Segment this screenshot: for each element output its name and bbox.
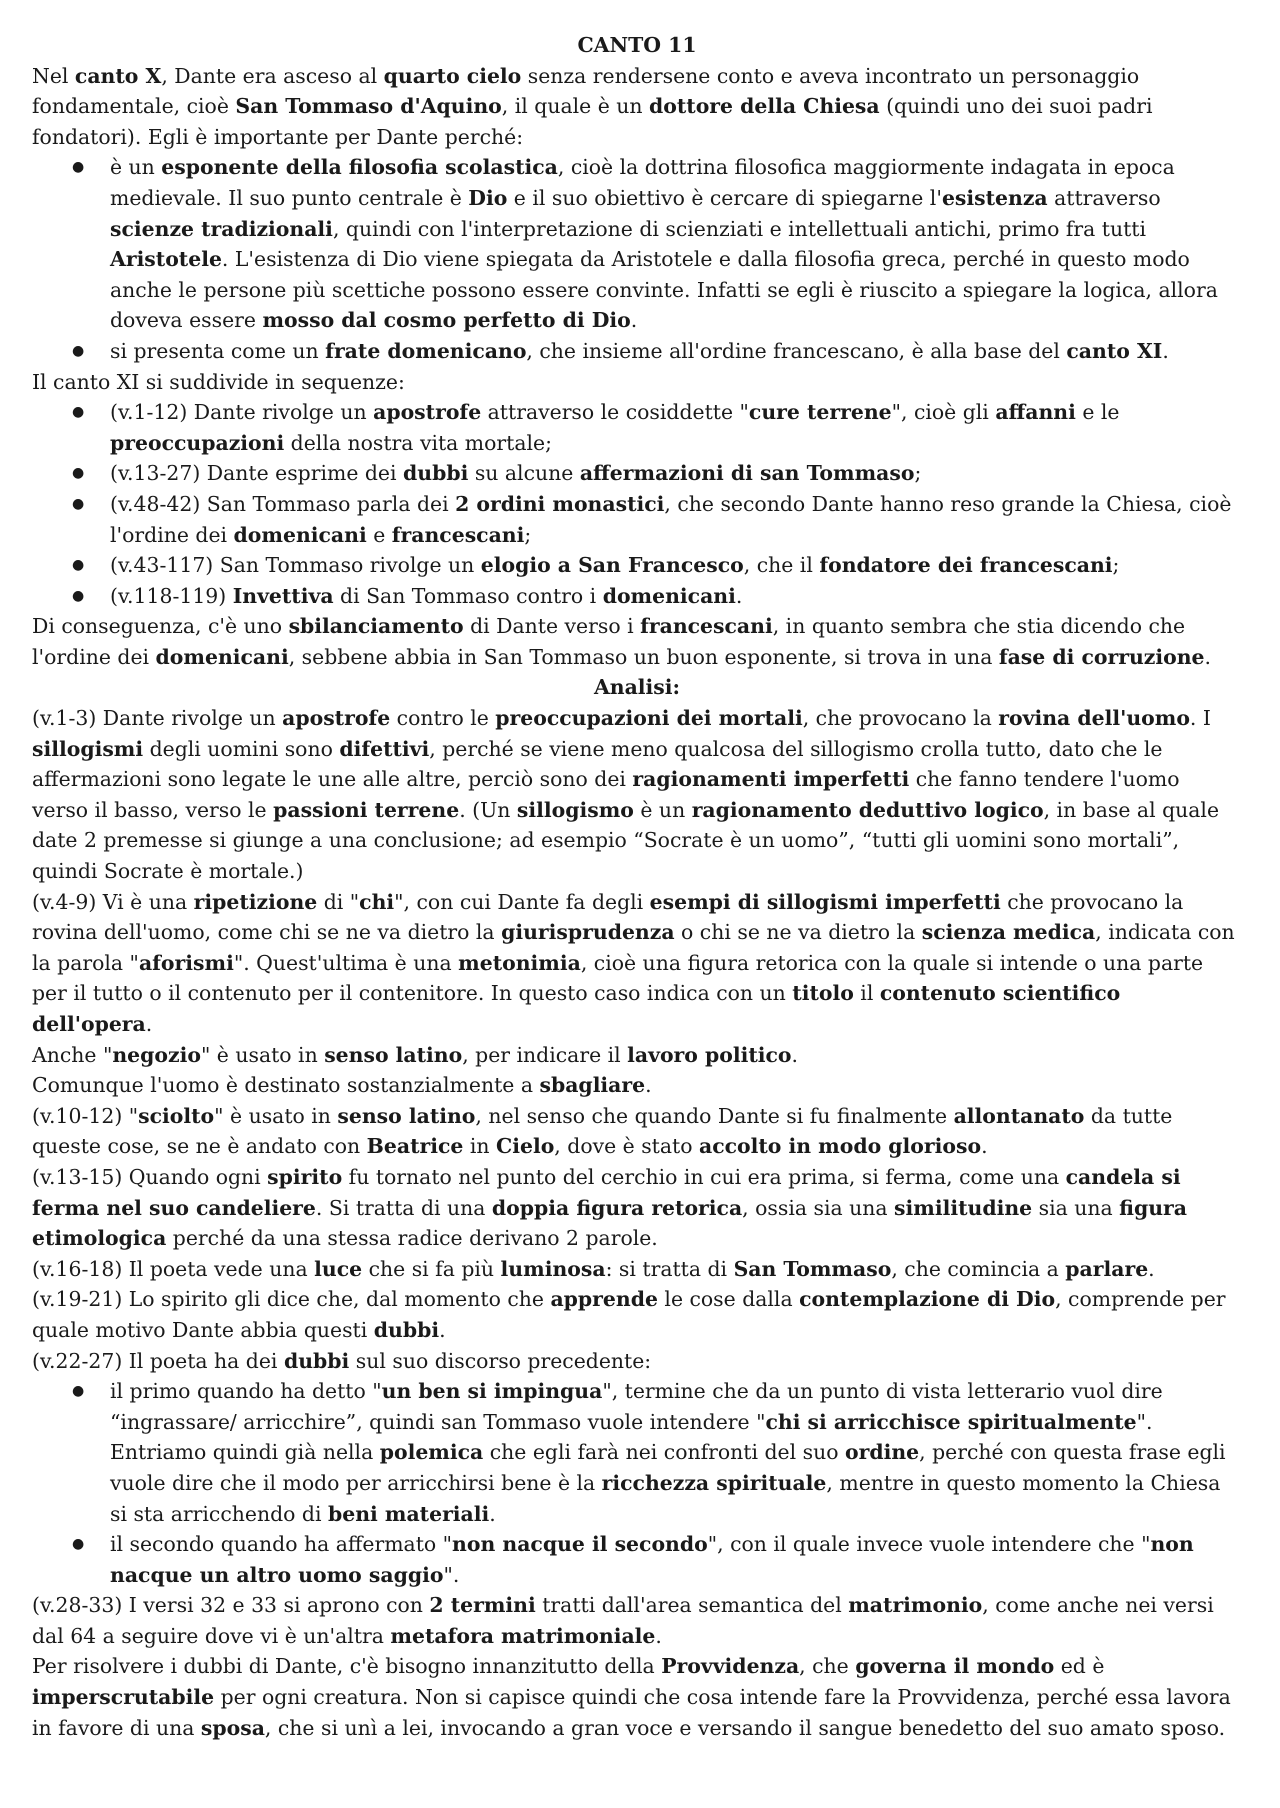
- bold-text: domenicani: [602, 583, 736, 608]
- text-run: e il suo obiettivo è cercare di spiegarne l': [507, 185, 942, 210]
- text-run: attraverso: [1047, 185, 1161, 210]
- text-run: . (Un: [459, 797, 517, 822]
- text-run: .: [1162, 338, 1169, 363]
- bold-text: non nacque il secondo: [452, 1532, 708, 1557]
- bold-text: San Tommaso d'Aquino: [235, 94, 502, 119]
- bold-text: dubbi: [403, 461, 469, 486]
- text-run: , in base al quale date 2 premesse si giunge a una conclusione; ad esempio “Socrate è un uomo”, “tutti gli uomini sono mortali”, quindi Socrate è mortale.): [32, 797, 1220, 884]
- text-run: (v.28-33) I versi 32 e 33 si aprono con: [32, 1593, 430, 1618]
- paragraph: [32, 1346, 1242, 1377]
- text-run: , come anche nei versi dal 64 a seguire dove vi è un'altra: [32, 1593, 1214, 1648]
- bold-text: accolto in modo glorioso: [698, 1134, 982, 1159]
- text-run: , ossia sia una: [742, 1195, 895, 1220]
- text-run: , che il: [743, 553, 820, 578]
- text-run: di ": [317, 889, 360, 914]
- paragraph: [32, 703, 1242, 887]
- bullet-list: [32, 152, 1242, 366]
- text-run: , indicata con la parola ": [32, 920, 1235, 975]
- text-run: , che insieme all'ordine francescano, è alla base del: [526, 338, 1067, 363]
- text-run: " è usato in: [200, 1042, 325, 1067]
- bold-text: canto X: [74, 63, 162, 88]
- bold-text: sbagliare: [539, 1073, 646, 1098]
- list-item: [32, 152, 1242, 336]
- list-item: [32, 336, 1242, 367]
- bold-text: doppia figura retorica: [491, 1195, 743, 1220]
- bold-text: dubbi: [373, 1317, 440, 1342]
- bold-text: esistenza: [941, 185, 1048, 210]
- text-run: .: [630, 308, 638, 333]
- bold-text: difettivi: [339, 736, 430, 761]
- text-run: che egli farà nei confronti del suo: [483, 1440, 845, 1465]
- text-run: tratti dall'area semantica del: [535, 1593, 849, 1618]
- bold-text: sillogismo: [516, 797, 634, 822]
- bold-text: Aristotele: [110, 247, 222, 272]
- text-run: il: [853, 981, 880, 1006]
- text-run: sul suo discorso precedente:: [349, 1348, 652, 1373]
- bold-text: Invettiva: [232, 583, 334, 608]
- bold-text: Beatrice: [366, 1134, 464, 1159]
- text-run: , per indicare il: [462, 1042, 628, 1067]
- bold-text: spirito: [267, 1164, 343, 1189]
- bold-text: contenuto scientifico dell'opera: [32, 981, 1121, 1036]
- bold-text: figura etimologica: [32, 1195, 1188, 1251]
- text-run: ;: [1112, 553, 1120, 578]
- text-run: (v.22-27) Il poeta ha dei: [32, 1348, 284, 1373]
- bold-text: Cielo: [496, 1134, 555, 1159]
- text-run: che fanno tendere l'uomo verso il basso, verso le: [32, 767, 1180, 822]
- text-run: , Dante era asceso al: [161, 63, 384, 88]
- bold-text: luminosa: [500, 1256, 606, 1281]
- bold-text: preoccupazioni dei mortali: [495, 706, 803, 731]
- text-run: .: [1204, 644, 1212, 669]
- bold-text: allontanato: [953, 1103, 1085, 1128]
- text-run: è un: [633, 797, 692, 822]
- text-run: .: [439, 1317, 446, 1342]
- bold-text: fondatore dei francescani: [819, 553, 1113, 578]
- bold-text: ordine: [844, 1440, 920, 1465]
- text-run: , cioè la dottrina filosofica maggiormente indagata in epoca medievale. Il suo punto centrale è: [110, 155, 1175, 210]
- text-run: attraverso le cosiddette ": [481, 400, 749, 425]
- bold-text: sillogismi: [32, 736, 144, 761]
- bold-text: domenicani: [233, 522, 367, 547]
- text-run: Per risolvere i dubbi di Dante, c'è bisogno innanzitutto della: [32, 1654, 662, 1679]
- bold-text: 2 ordini monastici: [455, 491, 665, 516]
- bullet-list: [32, 1376, 1242, 1590]
- paragraph: [32, 1070, 1242, 1101]
- text-run: Anche ": [32, 1042, 113, 1067]
- text-run: . I: [1189, 706, 1211, 731]
- text-run: ;: [914, 461, 922, 486]
- text-run: ". Entriamo quindi già nella: [110, 1409, 1153, 1465]
- text-run: il primo quando ha detto ": [110, 1379, 382, 1404]
- bold-text: apprende: [550, 1287, 658, 1312]
- bold-text: ragionamenti imperfetti: [632, 767, 910, 792]
- bold-text: quarto cielo: [383, 63, 522, 88]
- bold-text: francescani: [640, 614, 773, 639]
- text-run: su alcune: [468, 461, 580, 486]
- text-run: , dove è stato: [554, 1134, 699, 1159]
- paragraph: [32, 611, 1242, 672]
- bold-text: senso latino: [337, 1103, 476, 1128]
- bold-text: esponente della filosofia scolastica: [161, 155, 558, 180]
- text-run: .: [145, 1012, 153, 1036]
- bold-text: titolo: [792, 981, 854, 1006]
- bold-text: non nacque un altro uomo saggio: [110, 1532, 1194, 1587]
- text-run: per ogni creatura. Non si capisce quindi che cosa intende fare la Provvidenza, perché essa lavora in favore di una: [32, 1685, 1231, 1740]
- document-body: [32, 61, 1242, 1744]
- text-run: ", con il quale invece vuole intendere che ": [707, 1532, 1151, 1557]
- text-run: (v.4-9) Vi è una: [32, 889, 194, 914]
- bold-text: luce: [314, 1256, 363, 1281]
- text-run: .: [655, 1623, 662, 1648]
- text-run: (v.13-27) Dante esprime dei: [110, 461, 403, 486]
- bold-text: rovina dell'uomo: [998, 706, 1190, 731]
- text-run: , sebbene abbia in San Tommaso un buon esponente, si trova in una: [288, 644, 999, 669]
- list-item: [32, 489, 1242, 550]
- bold-text: governa il mondo: [855, 1654, 1055, 1679]
- text-run: ", con cui Dante fa degli: [394, 889, 650, 914]
- bold-text: fase di corruzione: [998, 644, 1205, 669]
- text-run: , il quale è un: [501, 94, 649, 119]
- text-run: , cioè una figura retorica con la quale si intende o una parte per il tutto o il contenuto per il contenitore. In questo caso indica con un: [32, 950, 1204, 1006]
- text-run: le cose dalla: [657, 1287, 800, 1312]
- bold-text: frate domenicano: [325, 338, 527, 363]
- list-item: [32, 1529, 1242, 1590]
- text-run: (v.19-21) Lo spirito gli dice che, dal momento che: [32, 1287, 551, 1312]
- bold-text: francescani: [391, 522, 525, 547]
- text-run: in: [463, 1134, 496, 1159]
- text-run: o chi se ne va dietro la: [674, 920, 922, 945]
- bold-text: San Tommaso: [733, 1256, 892, 1281]
- text-run: che si fa più: [362, 1256, 501, 1281]
- paragraph: [32, 1590, 1242, 1651]
- bold-text: matrimonio: [848, 1593, 983, 1618]
- bold-text: chi si arricchisce spiritualmente: [765, 1409, 1137, 1434]
- list-item: [32, 458, 1242, 489]
- text-run: . L'esistenza di Dio viene spiegata da Aristotele e dalla filosofia greca, perché in questo modo anche le persone più scettiche possono essere convinte. Infatti se egli è riuscito a spiegare la logica, allora doveva essere: [110, 247, 1218, 333]
- text-run: fu tornato nel punto del cerchio in cui era prima, si ferma, come una: [342, 1164, 1066, 1189]
- text-run: il secondo quando ha affermato ": [110, 1532, 453, 1557]
- bold-text: domenicani: [155, 644, 289, 669]
- list-item: [32, 550, 1242, 581]
- text-run: , che comincia a: [891, 1256, 1066, 1281]
- text-run: degli uomini sono: [143, 736, 340, 761]
- bold-text: imperscrutabile: [32, 1685, 215, 1710]
- text-run: .: [981, 1134, 988, 1159]
- paragraph: [32, 887, 1242, 1040]
- text-run: (v.48-42) San Tommaso parla dei: [110, 491, 456, 516]
- bold-text: metonimia: [458, 950, 581, 975]
- bold-text: ripetizione: [193, 889, 318, 914]
- text-run: contro le: [390, 706, 496, 731]
- bold-text: cure terrene: [748, 400, 892, 425]
- bold-text: 2 termini: [429, 1593, 536, 1618]
- text-run: . Si tratta di una: [315, 1195, 492, 1220]
- text-run: Comunque l'uomo è destinato sostanzialmente a: [32, 1073, 540, 1098]
- bold-text: aforismi: [138, 950, 234, 975]
- text-run: (v.118-119): [110, 583, 233, 608]
- text-run: , che secondo Dante hanno reso grande la Chiesa, cioè l'ordine dei: [110, 491, 1232, 547]
- paragraph: [32, 1651, 1242, 1743]
- paragraph: [32, 1101, 1242, 1162]
- text-run: .: [791, 1042, 799, 1067]
- bold-text: candela si ferma nel suo candeliere: [32, 1164, 1181, 1220]
- bold-text: affanni: [995, 400, 1076, 425]
- text-run: : si tratta di: [605, 1256, 734, 1281]
- list-item: [32, 581, 1242, 612]
- text-run: Di conseguenza, c'è uno: [32, 614, 289, 639]
- text-run: è un: [110, 155, 162, 180]
- text-run: .: [735, 583, 743, 608]
- text-run: (v.10-12) ": [32, 1103, 139, 1128]
- bold-text: ragionamento deduttivo logico: [691, 797, 1044, 822]
- text-run: , mentre in questo momento la Chiesa si sta arricchendo di: [110, 1470, 1221, 1526]
- bold-text: ricchezza spirituale: [601, 1470, 827, 1495]
- bold-text: Provvidenza: [661, 1654, 800, 1679]
- bold-text: similitudine: [894, 1195, 1033, 1220]
- text-run: si presenta come un: [110, 338, 326, 363]
- bold-text: polemica: [379, 1440, 484, 1465]
- bold-text: canto XI: [1066, 338, 1163, 363]
- text-run: ;: [524, 522, 532, 547]
- text-run: (v.1-12) Dante rivolge un: [110, 400, 374, 425]
- bold-text: lavoro politico: [627, 1042, 792, 1067]
- bold-text: elogio a San Francesco: [480, 553, 744, 578]
- text-run: .: [489, 1501, 496, 1526]
- bold-text: sciolto: [138, 1103, 215, 1128]
- paragraph: [32, 1284, 1242, 1345]
- paragraph: [32, 1162, 1242, 1254]
- bold-text: beni materiali: [327, 1501, 490, 1526]
- bold-text: parlare: [1065, 1256, 1149, 1281]
- bold-text: Dio: [468, 185, 508, 210]
- bold-text: negozio: [112, 1042, 201, 1067]
- text-run: " è usato in: [214, 1103, 338, 1128]
- bold-text: sbilanciamento: [288, 614, 464, 639]
- text-run: e le: [1075, 400, 1120, 425]
- text-run: perché da una stessa radice derivano 2 parole.: [166, 1226, 658, 1251]
- bold-text: passioni terrene: [273, 797, 460, 822]
- bold-text: metafora matrimoniale: [390, 1623, 656, 1648]
- text-run: , quindi con l'interpretazione di scienziati e intellettuali antichi, primo fra tutti: [332, 216, 1147, 241]
- text-run: .: [645, 1073, 652, 1098]
- text-run: senza rendersene conto e aveva incontrato un personaggio fondamentale, cioè: [32, 63, 1140, 119]
- paragraph: [32, 1254, 1242, 1285]
- bold-text: chi: [359, 889, 395, 914]
- text-run: da tutte queste cose, se ne è andato con: [32, 1103, 1173, 1159]
- text-run: ", cioè gli: [891, 400, 996, 425]
- text-run: , comprende per quale motivo Dante abbia questi: [32, 1287, 1226, 1342]
- document-title: CANTO 11: [577, 33, 697, 57]
- bold-text: un ben si impingua: [381, 1379, 603, 1404]
- text-run: Il canto XI si suddivide in sequenze:: [32, 369, 405, 394]
- bold-text: senso latino: [324, 1042, 463, 1067]
- list-item: [32, 1376, 1242, 1529]
- text-run: , in quanto sembra che stia dicendo che l'ordine dei: [32, 614, 1186, 669]
- bold-text: sposa: [200, 1715, 265, 1740]
- text-run: della nostra vita mortale;: [284, 430, 552, 455]
- text-run: e: [366, 522, 392, 547]
- list-item: [32, 397, 1242, 458]
- text-run: ed è: [1054, 1654, 1105, 1679]
- bold-text: affermazioni di san Tommaso: [579, 461, 915, 486]
- text-run: Nel: [32, 63, 75, 88]
- text-run: (quindi uno dei suoi padri fondatori). Egli è importante per Dante perché:: [32, 94, 1153, 149]
- bold-text: scienza medica: [921, 920, 1096, 945]
- text-run: di Dante verso i: [463, 614, 641, 639]
- text-run: , che: [799, 1654, 856, 1679]
- bold-text: contemplazione di Dio: [799, 1287, 1056, 1312]
- text-run: , nel senso che quando Dante si fu finalmente: [475, 1103, 954, 1128]
- text-run: ". Quest'ultima è una: [233, 950, 459, 975]
- bold-text: preoccupazioni: [110, 430, 285, 455]
- bullet-list: [32, 397, 1242, 611]
- bold-text: mosso dal cosmo perfetto di Dio: [262, 308, 631, 333]
- paragraph: [32, 1040, 1242, 1071]
- text-run: , perché se viene meno qualcosa del sillogismo crolla tutto, dato che le affermazioni sono legate le une alle altre, perciò sono dei: [32, 736, 1163, 792]
- text-run: , che si unì a lei, invocando a gran voce e versando il sangue benedetto del suo amato sposo.: [264, 1715, 1226, 1740]
- bold-text: dubbi: [283, 1348, 350, 1373]
- text-run: (v.43-117) San Tommaso rivolge un: [110, 553, 481, 578]
- text-run: (v.16-18) Il poeta vede una: [32, 1256, 315, 1281]
- bold-text: apostrofe: [373, 400, 482, 425]
- paragraph: [32, 367, 1242, 398]
- text-run: .: [1148, 1256, 1155, 1281]
- paragraph: [32, 61, 1242, 153]
- text-run: , che provocano la: [802, 706, 999, 731]
- text-run: di San Tommaso contro i: [333, 583, 603, 608]
- bold-text: apostrofe: [282, 706, 391, 731]
- text-run: sia una: [1032, 1195, 1120, 1220]
- bold-text: giurisprudenza: [501, 920, 675, 945]
- text-run: ", termine che da un punto di vista letterario vuol dire “ingrassare/ arricchire”, quindi san Tommaso vuole intendere ": [110, 1379, 1163, 1434]
- text-run: , perché con questa frase egli vuole dire che il modo per arricchirsi bene è la: [110, 1440, 1226, 1495]
- bold-text: dottore della Chiesa: [649, 94, 880, 119]
- text-run: (v.13-15) Quando ogni: [32, 1164, 268, 1189]
- text-run: (v.1-3) Dante rivolge un: [32, 706, 283, 731]
- section-heading: Analisi:: [593, 675, 681, 700]
- text-run: che provocano la rovina dell'uomo, come chi se ne va dietro la: [32, 889, 1184, 945]
- bold-text: esempi di sillogismi imperfetti: [649, 889, 1001, 914]
- text-run: ".: [443, 1562, 460, 1587]
- bold-text: scienze tradizionali: [110, 216, 333, 241]
